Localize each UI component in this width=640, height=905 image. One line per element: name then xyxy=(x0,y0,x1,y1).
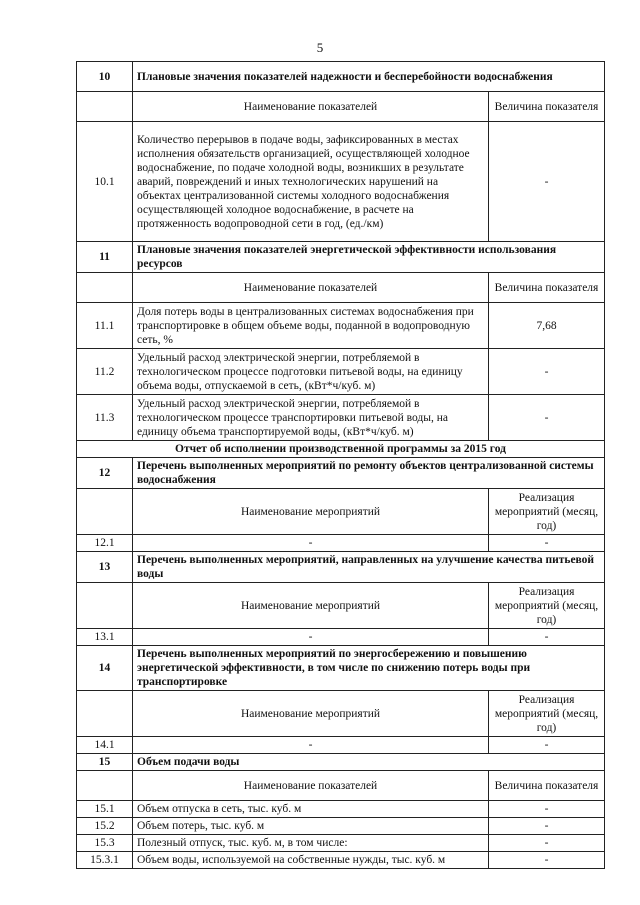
row-name: Полезный отпуск, тыс. куб. м, в том числе: xyxy=(133,835,489,852)
section-13-header xyxy=(77,552,605,583)
row-name: Удельный расход электрической энергии, потребляемой в технологическом процессе транспортировки питьевой воды, на единицу объема транспортируемой воды, (кВт*ч/куб. м) xyxy=(133,395,489,441)
section-number: 10 xyxy=(77,62,133,92)
row-number: 15.3 xyxy=(77,835,133,852)
row-value: - xyxy=(489,835,605,852)
section-number: 15 xyxy=(77,754,133,771)
row-number: 11.3 xyxy=(77,395,133,441)
table-row xyxy=(77,801,605,818)
row-value: - xyxy=(489,395,605,441)
row-value: - xyxy=(489,852,605,869)
table-row xyxy=(77,852,605,869)
row-value: - xyxy=(489,349,605,395)
section-15-column-headers xyxy=(77,771,605,801)
row-name: - xyxy=(133,535,489,552)
section-13-column-headers xyxy=(77,583,605,629)
column-header-value: Реализация мероприятий (месяц, год) xyxy=(489,583,605,629)
section-15-header xyxy=(77,754,605,771)
column-header-name: Наименование показателей xyxy=(133,92,489,122)
indicators-table xyxy=(76,61,605,869)
row-value: - xyxy=(489,818,605,835)
row-name: Объем воды, используемой на собственные нужды, тыс. куб. м xyxy=(133,852,489,869)
section-14-column-headers xyxy=(77,691,605,737)
column-header-value: Величина показателя xyxy=(489,92,605,122)
report-title-row xyxy=(77,441,605,458)
row-name: - xyxy=(133,737,489,754)
row-number: 15.3.1 xyxy=(77,852,133,869)
table-row xyxy=(77,629,605,646)
table-row xyxy=(77,395,605,441)
section-10-header xyxy=(77,62,605,92)
column-header-value: Величина показателя xyxy=(489,771,605,801)
row-value: - xyxy=(489,122,605,242)
row-number: 14.1 xyxy=(77,737,133,754)
row-number: 11.2 xyxy=(77,349,133,395)
column-header-value: Реализация мероприятий (месяц, год) xyxy=(489,691,605,737)
section-title: Объем подачи воды xyxy=(133,754,605,771)
table-row xyxy=(77,303,605,349)
row-name: Объем потерь, тыс. куб. м xyxy=(133,818,489,835)
column-header-name: Наименование мероприятий xyxy=(133,583,489,629)
page-number: 5 xyxy=(316,40,324,55)
section-12-header xyxy=(77,458,605,489)
row-name: Удельный расход электрической энергии, потребляемой в технологическом процессе подготовки питьевой воды, на единицу объема воды, отпускаемой в сеть, (кВт*ч/куб. м) xyxy=(133,349,489,395)
row-number: 11.1 xyxy=(77,303,133,349)
table-row xyxy=(77,122,605,242)
row-value: - xyxy=(489,737,605,754)
row-number: 12.1 xyxy=(77,535,133,552)
column-header-value: Величина показателя xyxy=(489,273,605,303)
column-header-name: Наименование показателей xyxy=(133,771,489,801)
section-number: 13 xyxy=(77,552,133,583)
table-row xyxy=(77,737,605,754)
row-number: 13.1 xyxy=(77,629,133,646)
section-number: 14 xyxy=(77,646,133,691)
row-value: - xyxy=(489,535,605,552)
section-title: Плановые значения показателей надежности и бесперебойности водоснабжения xyxy=(133,62,605,92)
section-title: Перечень выполненных мероприятий по энергосбережению и повышению энергетической эффективности, в том числе по снижению потерь воды при транспортировке xyxy=(133,646,605,691)
section-title: Плановые значения показателей энергетической эффективности использования ресурсов xyxy=(133,242,605,273)
column-header-value: Реализация мероприятий (месяц, год) xyxy=(489,489,605,535)
column-header-name: Наименование мероприятий xyxy=(133,489,489,535)
column-header-name: Наименование показателей xyxy=(133,273,489,303)
report-title: Отчет об исполнении производственной программы за 2015 год xyxy=(77,441,605,458)
section-title: Перечень выполненных мероприятий, направленных на улучшение качества питьевой воды xyxy=(133,552,605,583)
row-name: Количество перерывов в подаче воды, зафиксированных в местах исполнения обязательств организацией, осуществляющей холодное водоснабжение, по подаче холодной воды, возникших в результате аварий, повреждений и иных технологических нарушений на объектах централизованной системы холодного водоснабжения осуществляющей холодное водоснабжение, в расчете на протяженность водопроводной сети в год, (ед./км) xyxy=(133,122,489,242)
section-number: 12 xyxy=(77,458,133,489)
row-name: Доля потерь воды в централизованных системах водоснабжения при транспортировке в общем объеме воды, поданной в водопроводную сеть, % xyxy=(133,303,489,349)
row-name: - xyxy=(133,629,489,646)
table-row xyxy=(77,535,605,552)
section-14-header xyxy=(77,646,605,691)
section-title: Перечень выполненных мероприятий по ремонту объектов централизованной системы водоснабжения xyxy=(133,458,605,489)
row-number: 15.1 xyxy=(77,801,133,818)
section-number: 11 xyxy=(77,242,133,273)
section-11-column-headers xyxy=(77,273,605,303)
row-name: Объем отпуска в сеть, тыс. куб. м xyxy=(133,801,489,818)
section-10-column-headers xyxy=(77,92,605,122)
column-header-name: Наименование мероприятий xyxy=(133,691,489,737)
row-value: 7,68 xyxy=(489,303,605,349)
row-number: 10.1 xyxy=(77,122,133,242)
row-value: - xyxy=(489,629,605,646)
table-row xyxy=(77,349,605,395)
table-row xyxy=(77,835,605,852)
row-value: - xyxy=(489,801,605,818)
table-row xyxy=(77,818,605,835)
section-12-column-headers xyxy=(77,489,605,535)
row-number: 15.2 xyxy=(77,818,133,835)
section-11-header xyxy=(77,242,605,273)
